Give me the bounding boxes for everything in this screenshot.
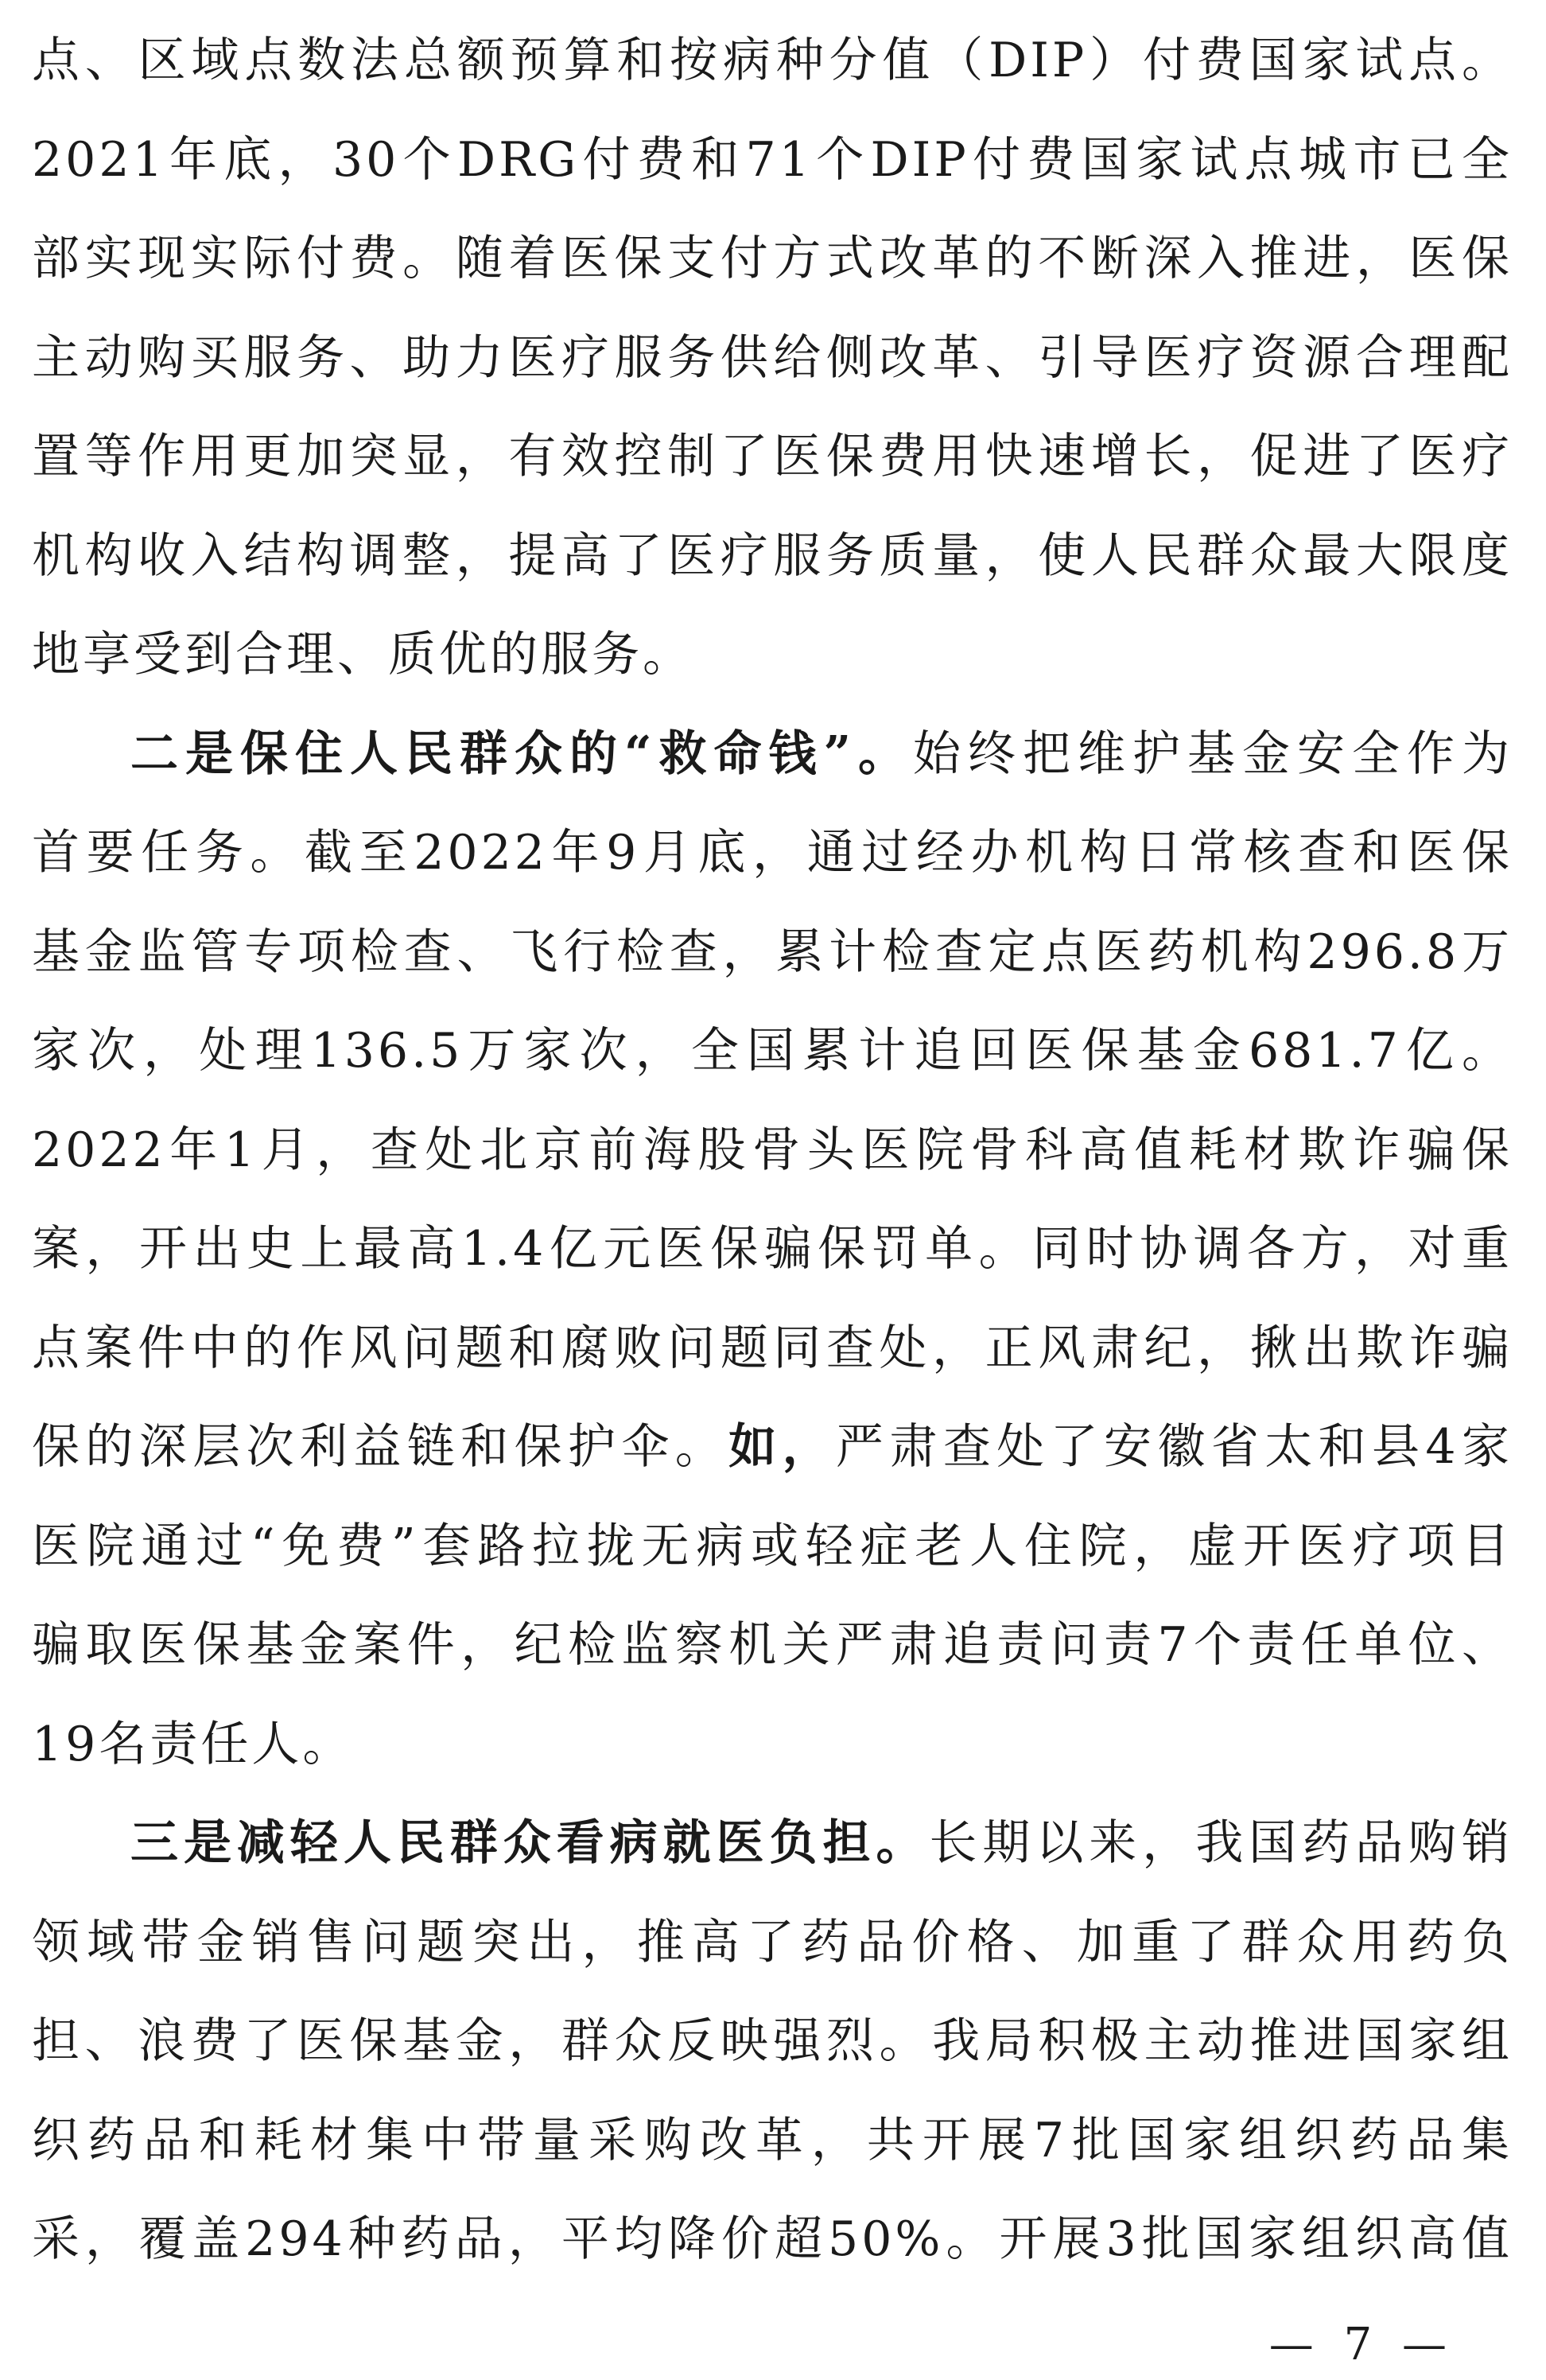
text-line [32,11,1513,111]
text-line [32,407,1513,507]
document-body [32,11,1513,2289]
emphasis-text: 如， [728,1419,837,1475]
paragraph [32,1794,1513,2289]
text-line [32,1497,1513,1596]
text-run: 置等作用更加突显，有效控制了医保费用快速增长，促进了医疗 [32,429,1513,484]
text-line [32,1200,1513,1299]
text-run: 始终把维护基金安全作为 [913,725,1513,782]
text-run: 主动购买服务、助力医疗服务供给侧改革、引导医疗资源合理配 [32,329,1513,386]
text-line [32,1101,1513,1200]
text-run: 家次，处理136.5万家次，全国累计追回医保基金681.7亿。 [32,1023,1513,1079]
text-run: 基金监管专项检查、飞行检查，累计检查定点医药机构296.8万 [32,924,1513,980]
text-line [32,1794,1513,1893]
text-line [32,507,1513,606]
text-line [32,111,1513,210]
text-line [32,1001,1513,1101]
text-run: 保的深层次利益链和保护伞。 [32,1419,729,1475]
emphasis-text: 三是减轻人民群众看病就医负担。 [130,1815,930,1871]
text-line [32,803,1513,903]
paragraph [32,705,1513,1795]
text-line [32,605,1513,705]
text-run: 2022年1月，查处北京前海股骨头医院骨科高值耗材欺诈骗保 [32,1122,1513,1178]
text-line [32,1596,1513,1695]
text-line [32,1893,1513,1993]
text-run: 采，覆盖294种药品，平均降价超50%。开展3批国家组织高值 [32,2211,1513,2267]
text-run: 骗取医保基金案件，纪检监察机关严肃追责问责7个责任单位、 [32,1617,1513,1673]
text-line [32,309,1513,408]
text-line [32,1398,1513,1497]
text-line [32,1299,1513,1398]
text-run: 部实现实际付费。随着医保支付方式改革的不断深入推进，医保 [32,231,1513,286]
text-run: 织药品和耗材集中带量采购改革，共开展7批国家组织药品集 [32,2112,1513,2168]
text-run: 严肃查处了安徽省太和县4家 [836,1419,1513,1475]
text-line [32,209,1513,309]
text-run: 首要任务。截至2022年9月底，通过经办机构日常核查和医保 [32,825,1513,881]
text-run: 领域带金销售问题突出，推高了药品价格、加重了群众用药负 [32,1914,1513,1970]
text-run: 2021年底，30个DRG付费和71个DIP付费国家试点城市已全 [32,131,1513,188]
text-line [32,1992,1513,2091]
emphasis-text: 二是保住人民群众的“救命钱”。 [130,725,914,782]
text-line [32,705,1513,804]
text-run: 19名责任人。 [32,1716,354,1772]
paragraph [32,11,1513,705]
text-line [32,903,1513,1002]
text-run: 案，开出史上最高1.4亿元医保骗保罚单。同时协调各方，对重 [32,1221,1513,1277]
text-line [32,2190,1513,2289]
text-line [32,1695,1513,1795]
text-run: 点、区域点数法总额预算和按病种分值（DIP）付费国家试点。 [32,33,1513,88]
document-page [32,11,1513,2289]
text-run: 长期以来，我国药品购销 [929,1815,1513,1871]
text-run: 点案件中的作风问题和腐败问题同查处，正风肃纪，揪出欺诈骗 [32,1320,1513,1376]
page-number: — 7 — [1268,2319,1455,2370]
text-run: 机构收入结构调整，提高了医疗服务质量，使人民群众最大限度 [32,527,1513,584]
text-line [32,2091,1513,2191]
text-run: 地享受到合理、质优的服务。 [32,627,693,682]
text-run: 担、浪费了医保基金，群众反映强烈。我局积极主动推进国家组 [32,2013,1513,2069]
text-run: 医院通过“免费”套路拉拢无病或轻症老人住院，虚开医疗项目 [32,1518,1513,1574]
